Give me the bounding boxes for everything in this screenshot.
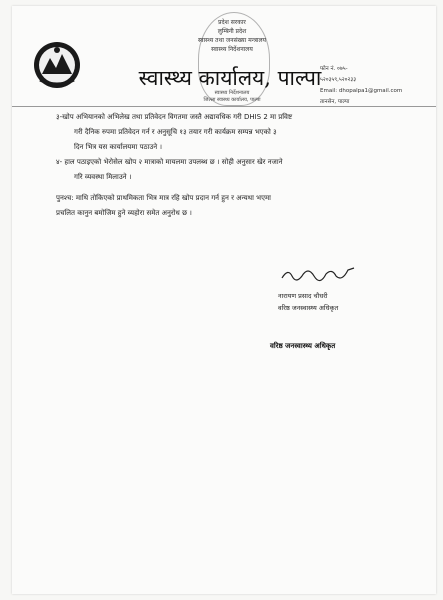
signature-icon — [278, 264, 358, 286]
paragraph-4-cont: गरि व्यवस्था मिलाउने । — [74, 173, 132, 181]
letterhead — [12, 6, 436, 106]
postscript: पुनश्च: माथि तोकिएको प्राथमिकता भित्र मात्र रहि खोप प्रदान गर्न हुन र अन्यथा भएमा — [56, 194, 271, 202]
header-line-3: स्वास्थ्य तथा जनसंख्या मन्त्रालय — [197, 37, 267, 44]
nepal-emblem-icon — [32, 40, 82, 90]
paragraph-3-cont-2: दिन भित्र यस कार्यालयमा पठाउने । — [74, 143, 163, 151]
phone-numbers: ५२०३५९,५२०२३३ — [320, 77, 357, 83]
phone-label: फोन नं. ०७५- — [320, 66, 348, 72]
office-title: स्वास्थ्य कार्यालय, पाल्पा — [138, 66, 322, 90]
postscript-cont: प्रचलित कानुन बमोजिम हुने व्यहोरा समेत अनुरोध छ । — [56, 209, 192, 217]
header-line-1: प्रदेश सरकार — [218, 19, 246, 26]
office-sub-2: जिल्ला स्वास्थ्य कार्यालय, पाल्पा — [203, 97, 261, 103]
header-divider — [12, 106, 436, 107]
signature-block — [278, 264, 428, 314]
contact-info — [320, 64, 432, 108]
header-line-4: स्वास्थ्य निर्देशनालय — [211, 46, 253, 53]
letter-page — [12, 6, 436, 594]
signatory-designation: वरिष्ठ जनस्वास्थ्य अधिकृत — [278, 304, 339, 312]
signatory-name: नारायण प्रसाद चौधरी — [278, 292, 328, 300]
address: तानसेन, पाल्पा — [320, 99, 350, 105]
letter-body — [56, 110, 386, 221]
paragraph-3: ३-खोप अभियानको अभिलेख तथा प्रतिवेदन विगतमा जस्तै अद्यावधिक गरी DHIS 2 मा प्रविष्ट — [56, 113, 293, 121]
paragraph-4: ४- हाल पठाइएको भेरोसेल खोप २ मात्राको मायलमा उपलब्ध छ । सोही अनुसार खेर नजाने — [56, 158, 283, 166]
office-sub-1: स्वास्थ्य निर्देशनालय — [214, 90, 250, 96]
email[interactable]: Email: dhopalpa1@gmail.com — [320, 88, 403, 94]
header-lines — [162, 18, 302, 54]
designation-stamp: वरिष्ठ जनस्वास्थ्य अधिकृत — [270, 342, 336, 350]
header-line-2: लुम्बिनी प्रदेश — [217, 28, 247, 35]
office-subtitle — [162, 90, 302, 104]
paragraph-3-cont: गरी दैनिक रुपमा प्रतिवेदन गर्न र अनुसूचि १३ तयार गरी कार्यक्रम सम्पन्न भएको ३ — [74, 128, 277, 136]
